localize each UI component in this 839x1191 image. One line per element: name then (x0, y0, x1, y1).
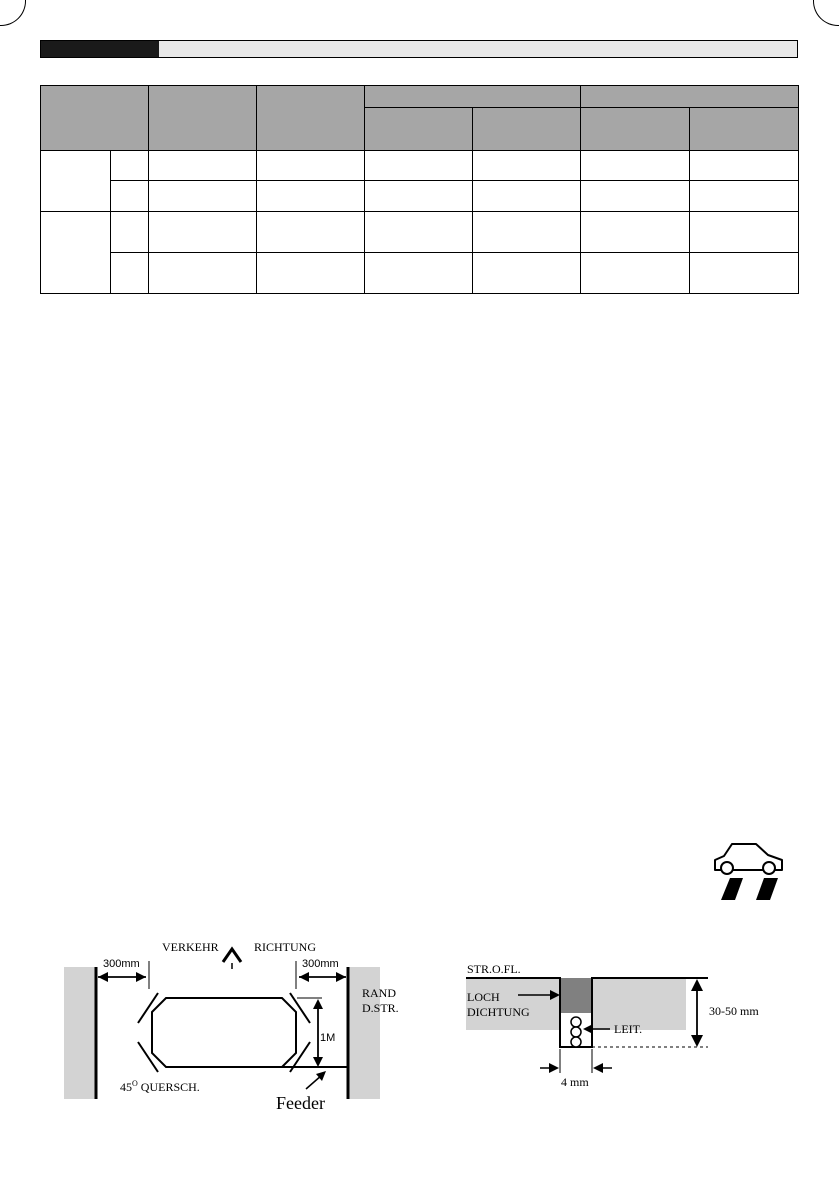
loop-height-label: 1M (320, 1032, 336, 1044)
sealant-label-2: DICHTUNG (467, 1005, 530, 1019)
table-group-cell (41, 212, 111, 294)
table-cell (257, 212, 365, 253)
table-cell (149, 212, 257, 253)
table-cell (690, 253, 799, 294)
table-cell (111, 253, 149, 294)
table-cell (111, 181, 149, 212)
table-header-group-cell (365, 86, 581, 108)
table-cell (581, 212, 690, 253)
table-row (41, 212, 799, 253)
section-header-bar (40, 40, 798, 58)
corner-crop-mark-left (0, 0, 26, 26)
table-cell (257, 151, 365, 181)
corner-crop-mark-right (813, 0, 839, 26)
table-cell (581, 253, 690, 294)
table-header-cell (41, 86, 149, 151)
table-cell (365, 253, 473, 294)
table-row (41, 253, 799, 294)
depth-label: 30-50 mm (709, 1004, 759, 1018)
section-header-tab (41, 41, 159, 57)
table-row (41, 86, 799, 108)
table-header-cell (365, 108, 473, 151)
table-cell (581, 151, 690, 181)
table-cell (149, 151, 257, 181)
table-cell (365, 151, 473, 181)
table-cell (111, 151, 149, 181)
cut-angle-label: $45^O$ QUERSCH. (120, 1079, 200, 1094)
table-header-cell (581, 108, 690, 151)
table-cell (473, 181, 581, 212)
road-surface-label: STR.O.FL. (467, 962, 521, 976)
table-cell (149, 181, 257, 212)
table-header-group-cell (581, 86, 799, 108)
table-cell (257, 253, 365, 294)
slot-width-label: 4 mm (561, 1075, 589, 1089)
road-edge-label: RAND (362, 986, 397, 1000)
direction-label: RICHTUNG (254, 940, 316, 954)
spec-table (40, 85, 799, 294)
table-header-cell (690, 108, 799, 151)
wire-label: LEIT. (614, 1022, 643, 1036)
table-header-cell (473, 108, 581, 151)
wire-turn (571, 1027, 581, 1037)
table-row (41, 181, 799, 212)
table-cell (581, 181, 690, 212)
table-header-cell (149, 86, 257, 151)
sealant-label-1: LOCH (467, 990, 500, 1004)
traffic-label: VERKEHR (162, 940, 219, 954)
table-cell (473, 151, 581, 181)
table-cell (149, 253, 257, 294)
table-cell (690, 181, 799, 212)
feeder-label: Feeder (276, 1093, 325, 1113)
sealant-fill (560, 978, 592, 1013)
table-cell (365, 181, 473, 212)
table-cell (365, 212, 473, 253)
wire-turn (571, 1037, 581, 1047)
table-cell (111, 212, 149, 253)
right-offset-label: 300mm (302, 958, 339, 970)
table-cell (690, 212, 799, 253)
table-row (41, 151, 799, 181)
car-road-icon (710, 838, 788, 902)
table-cell (690, 151, 799, 181)
road-edge-label-2: D.STR. (362, 1001, 399, 1015)
road-edge-left (64, 967, 96, 1099)
table-header-cell (257, 86, 365, 151)
left-offset-label: 300mm (103, 958, 140, 970)
wire-turn (571, 1017, 581, 1027)
table-group-cell (41, 151, 111, 212)
table-cell (473, 212, 581, 253)
table-cell (473, 253, 581, 294)
table-cell (257, 181, 365, 212)
